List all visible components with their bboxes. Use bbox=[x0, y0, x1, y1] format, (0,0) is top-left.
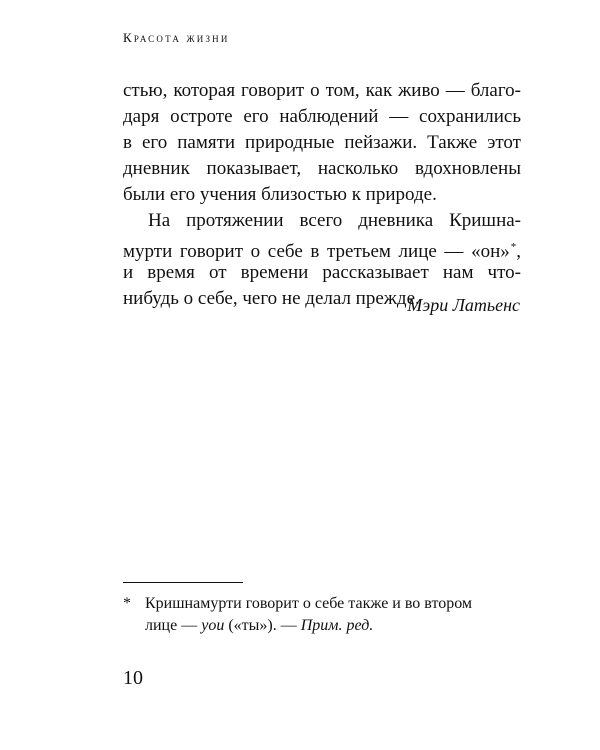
text-line: даря остроте его наблюдений — сохранились bbox=[123, 106, 521, 127]
text-line: На протяжении всего дневника Кришна- bbox=[148, 210, 521, 231]
footnote-text: лице — bbox=[145, 617, 202, 634]
footnote-text: («ты»). — bbox=[224, 617, 301, 634]
main-text bbox=[123, 78, 521, 312]
footnote-reference: * bbox=[510, 241, 517, 253]
text-line: стью, которая говорит о том, как живо — благо- bbox=[123, 80, 521, 101]
comma: , bbox=[516, 241, 521, 262]
author-signature: Мэри Латьенс bbox=[407, 295, 520, 315]
footnote-divider bbox=[123, 582, 243, 583]
footnote-line bbox=[123, 615, 521, 637]
page-number: 10 bbox=[123, 667, 143, 689]
text-line: нибудь о себе, чего не делал прежде. bbox=[123, 288, 420, 309]
text-line: были его учения близостью к природе. bbox=[123, 184, 437, 205]
footnote-italic-word: you bbox=[201, 617, 225, 634]
footnote-marker: * bbox=[123, 595, 131, 612]
footnote-line: Кришнамурти говорит о себе также и во втором bbox=[145, 595, 473, 612]
running-head-title: Красота жизни bbox=[123, 30, 230, 45]
running-head bbox=[123, 30, 230, 46]
text-line: в его памяти природные пейзажи. Также этот bbox=[123, 132, 521, 153]
text-line: дневник показывает, насколько вдохновлены bbox=[123, 158, 521, 179]
text-line-with-footnote bbox=[123, 234, 521, 260]
editor-note: Прим. ред. bbox=[300, 617, 374, 634]
text-segment: мурти говорит о себе в третьем лице — «он» bbox=[123, 241, 510, 262]
footnote bbox=[123, 593, 521, 637]
text-line: и время от времени рассказывает нам что- bbox=[123, 262, 521, 283]
